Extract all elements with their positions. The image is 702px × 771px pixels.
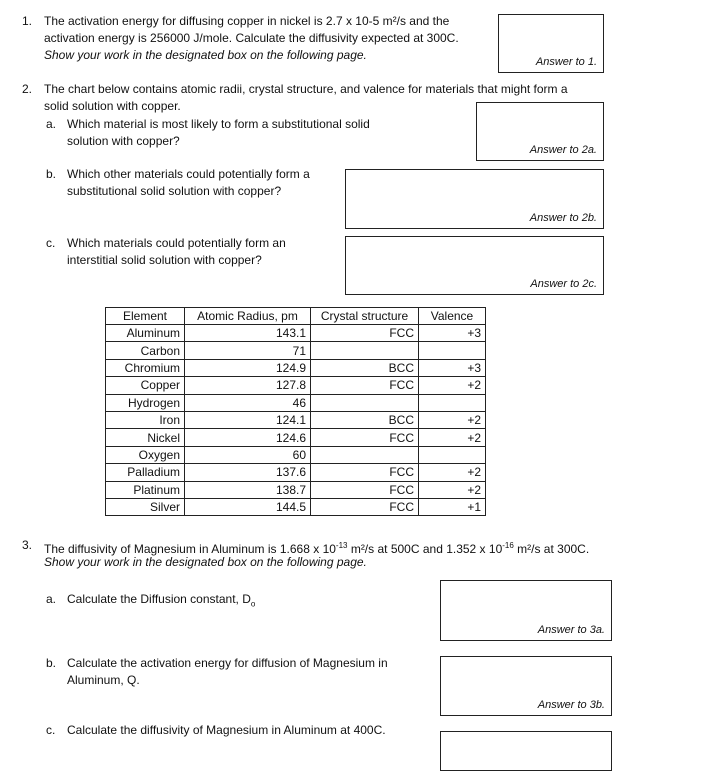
table-row [106,377,486,394]
q2a-line-1: Which material is most likely to form a substitutional solid [67,117,370,131]
table-row [106,464,486,481]
valence-cell: +2 [419,464,486,481]
valence-cell [419,342,486,359]
q2a-line-2: solution with copper? [67,134,180,148]
q3a-main: Calculate the Diffusion constant, D [67,592,251,606]
q3b-letter: b. [46,656,57,670]
radius-cell: 144.5 [185,498,311,515]
radius-cell: 137.6 [185,464,311,481]
header-crystal-structure: Crystal structure [311,308,419,325]
valence-cell [419,394,486,411]
element-cell: Silver [106,498,185,515]
radius-cell: 127.8 [185,377,311,394]
answer-box-3b[interactable] [440,656,612,716]
table-row [106,342,486,359]
structure-cell: BCC [311,359,419,376]
structure-cell: FCC [311,481,419,498]
table-row [106,325,486,342]
valence-cell: +2 [419,481,486,498]
q2b-line-1: Which other materials could potentially form a [67,167,310,181]
valence-cell: +3 [419,359,486,376]
answer-label: Answer to 3a. [537,624,605,636]
structure-cell: BCC [311,411,419,428]
answer-box-2c[interactable] [345,236,604,295]
q1-number: 1. [22,14,33,28]
q3a-subscript: o [250,599,256,609]
table-row [106,498,486,515]
table-row [106,481,486,498]
q1-line-2: activation energy is 256000 J/mole. Calculate the diffusivity expected at 300C. [44,31,459,45]
element-cell: Iron [106,411,185,428]
structure-cell [311,446,419,463]
element-cell: Palladium [106,464,185,481]
answer-label: Answer to 3b. [537,699,605,711]
answer-label: Answer to 1. [535,56,597,68]
q2-line-2: solid solution with copper. [44,99,181,113]
q2b-letter: b. [46,167,57,181]
element-cell: Hydrogen [106,394,185,411]
valence-cell: +1 [419,498,486,515]
q3-exponent-1: -13 [335,541,348,550]
q1-line-1: The activation energy for diffusing copper in nickel is 2.7 x 10-5 m²/s and the [44,14,450,28]
q2-number: 2. [22,82,33,96]
valence-cell: +2 [419,429,486,446]
q3-text-1: The diffusivity of Magnesium in Aluminum is 1.668 x 10 [44,542,336,556]
q2b-line-2: substitutional solid solution with copper? [67,184,282,198]
q3a-text [67,591,255,612]
radius-cell: 124.1 [185,411,311,428]
structure-cell: FCC [311,429,419,446]
valence-cell: +3 [419,325,486,342]
q2c-line-2: interstitial solid solution with copper? [67,253,262,267]
q2-line-1: The chart below contains atomic radii, crystal structure, and valence for materials that might form a [44,82,568,96]
valence-cell [419,446,486,463]
radius-cell: 124.6 [185,429,311,446]
structure-cell [311,342,419,359]
header-valence: Valence [419,308,486,325]
table-row [106,411,486,428]
answer-box-1[interactable] [498,14,604,73]
element-cell: Carbon [106,342,185,359]
radius-cell: 60 [185,446,311,463]
q2c-line-1: Which materials could potentially form an [67,236,286,250]
table-row [106,394,486,411]
q3b-line-1: Calculate the activation energy for diffusion of Magnesium in [67,656,388,670]
table-row [106,429,486,446]
q3-text-3: m²/s at 300C. [513,542,590,556]
structure-cell: FCC [311,464,419,481]
q1-note: Show your work in the designated box on the following page. [44,48,367,62]
q3-text-2: m²/s at 500C and 1.352 x 10 [347,542,503,556]
radius-cell: 124.9 [185,359,311,376]
answer-box-3c[interactable] [440,731,612,771]
q3b-line-2: Aluminum, Q. [67,673,140,687]
q3-note: Show your work in the designated box on the following page. [44,555,367,569]
structure-cell: FCC [311,377,419,394]
q2a-letter: a. [46,117,57,131]
element-cell: Platinum [106,481,185,498]
structure-cell: FCC [311,498,419,515]
answer-box-2a[interactable] [476,102,604,161]
q3a-letter: a. [46,592,57,606]
valence-cell: +2 [419,411,486,428]
element-cell: Nickel [106,429,185,446]
q2c-letter: c. [46,236,56,250]
table-row [106,359,486,376]
answer-label: Answer to 2a. [529,144,597,156]
element-cell: Oxygen [106,446,185,463]
table-header-row [106,308,486,325]
answer-box-2b[interactable] [345,169,604,229]
header-element: Element [106,308,185,325]
answer-label: Answer to 2c. [530,278,597,290]
q3-number: 3. [22,538,33,552]
header-atomic-radius: Atomic Radius, pm [185,308,311,325]
q3-exponent-2: -16 [502,541,514,550]
structure-cell [311,394,419,411]
materials-table [105,307,486,516]
radius-cell: 138.7 [185,481,311,498]
element-cell: Copper [106,377,185,394]
answer-label: Answer to 2b. [529,212,597,224]
q3c-letter: c. [46,723,56,737]
structure-cell: FCC [311,325,419,342]
answer-box-3a[interactable] [440,580,612,641]
element-cell: Chromium [106,359,185,376]
radius-cell: 143.1 [185,325,311,342]
element-cell: Aluminum [106,325,185,342]
radius-cell: 46 [185,394,311,411]
table-row [106,446,486,463]
valence-cell: +2 [419,377,486,394]
q3c-text: Calculate the diffusivity of Magnesium in Aluminum at 400C. [67,723,386,737]
radius-cell: 71 [185,342,311,359]
